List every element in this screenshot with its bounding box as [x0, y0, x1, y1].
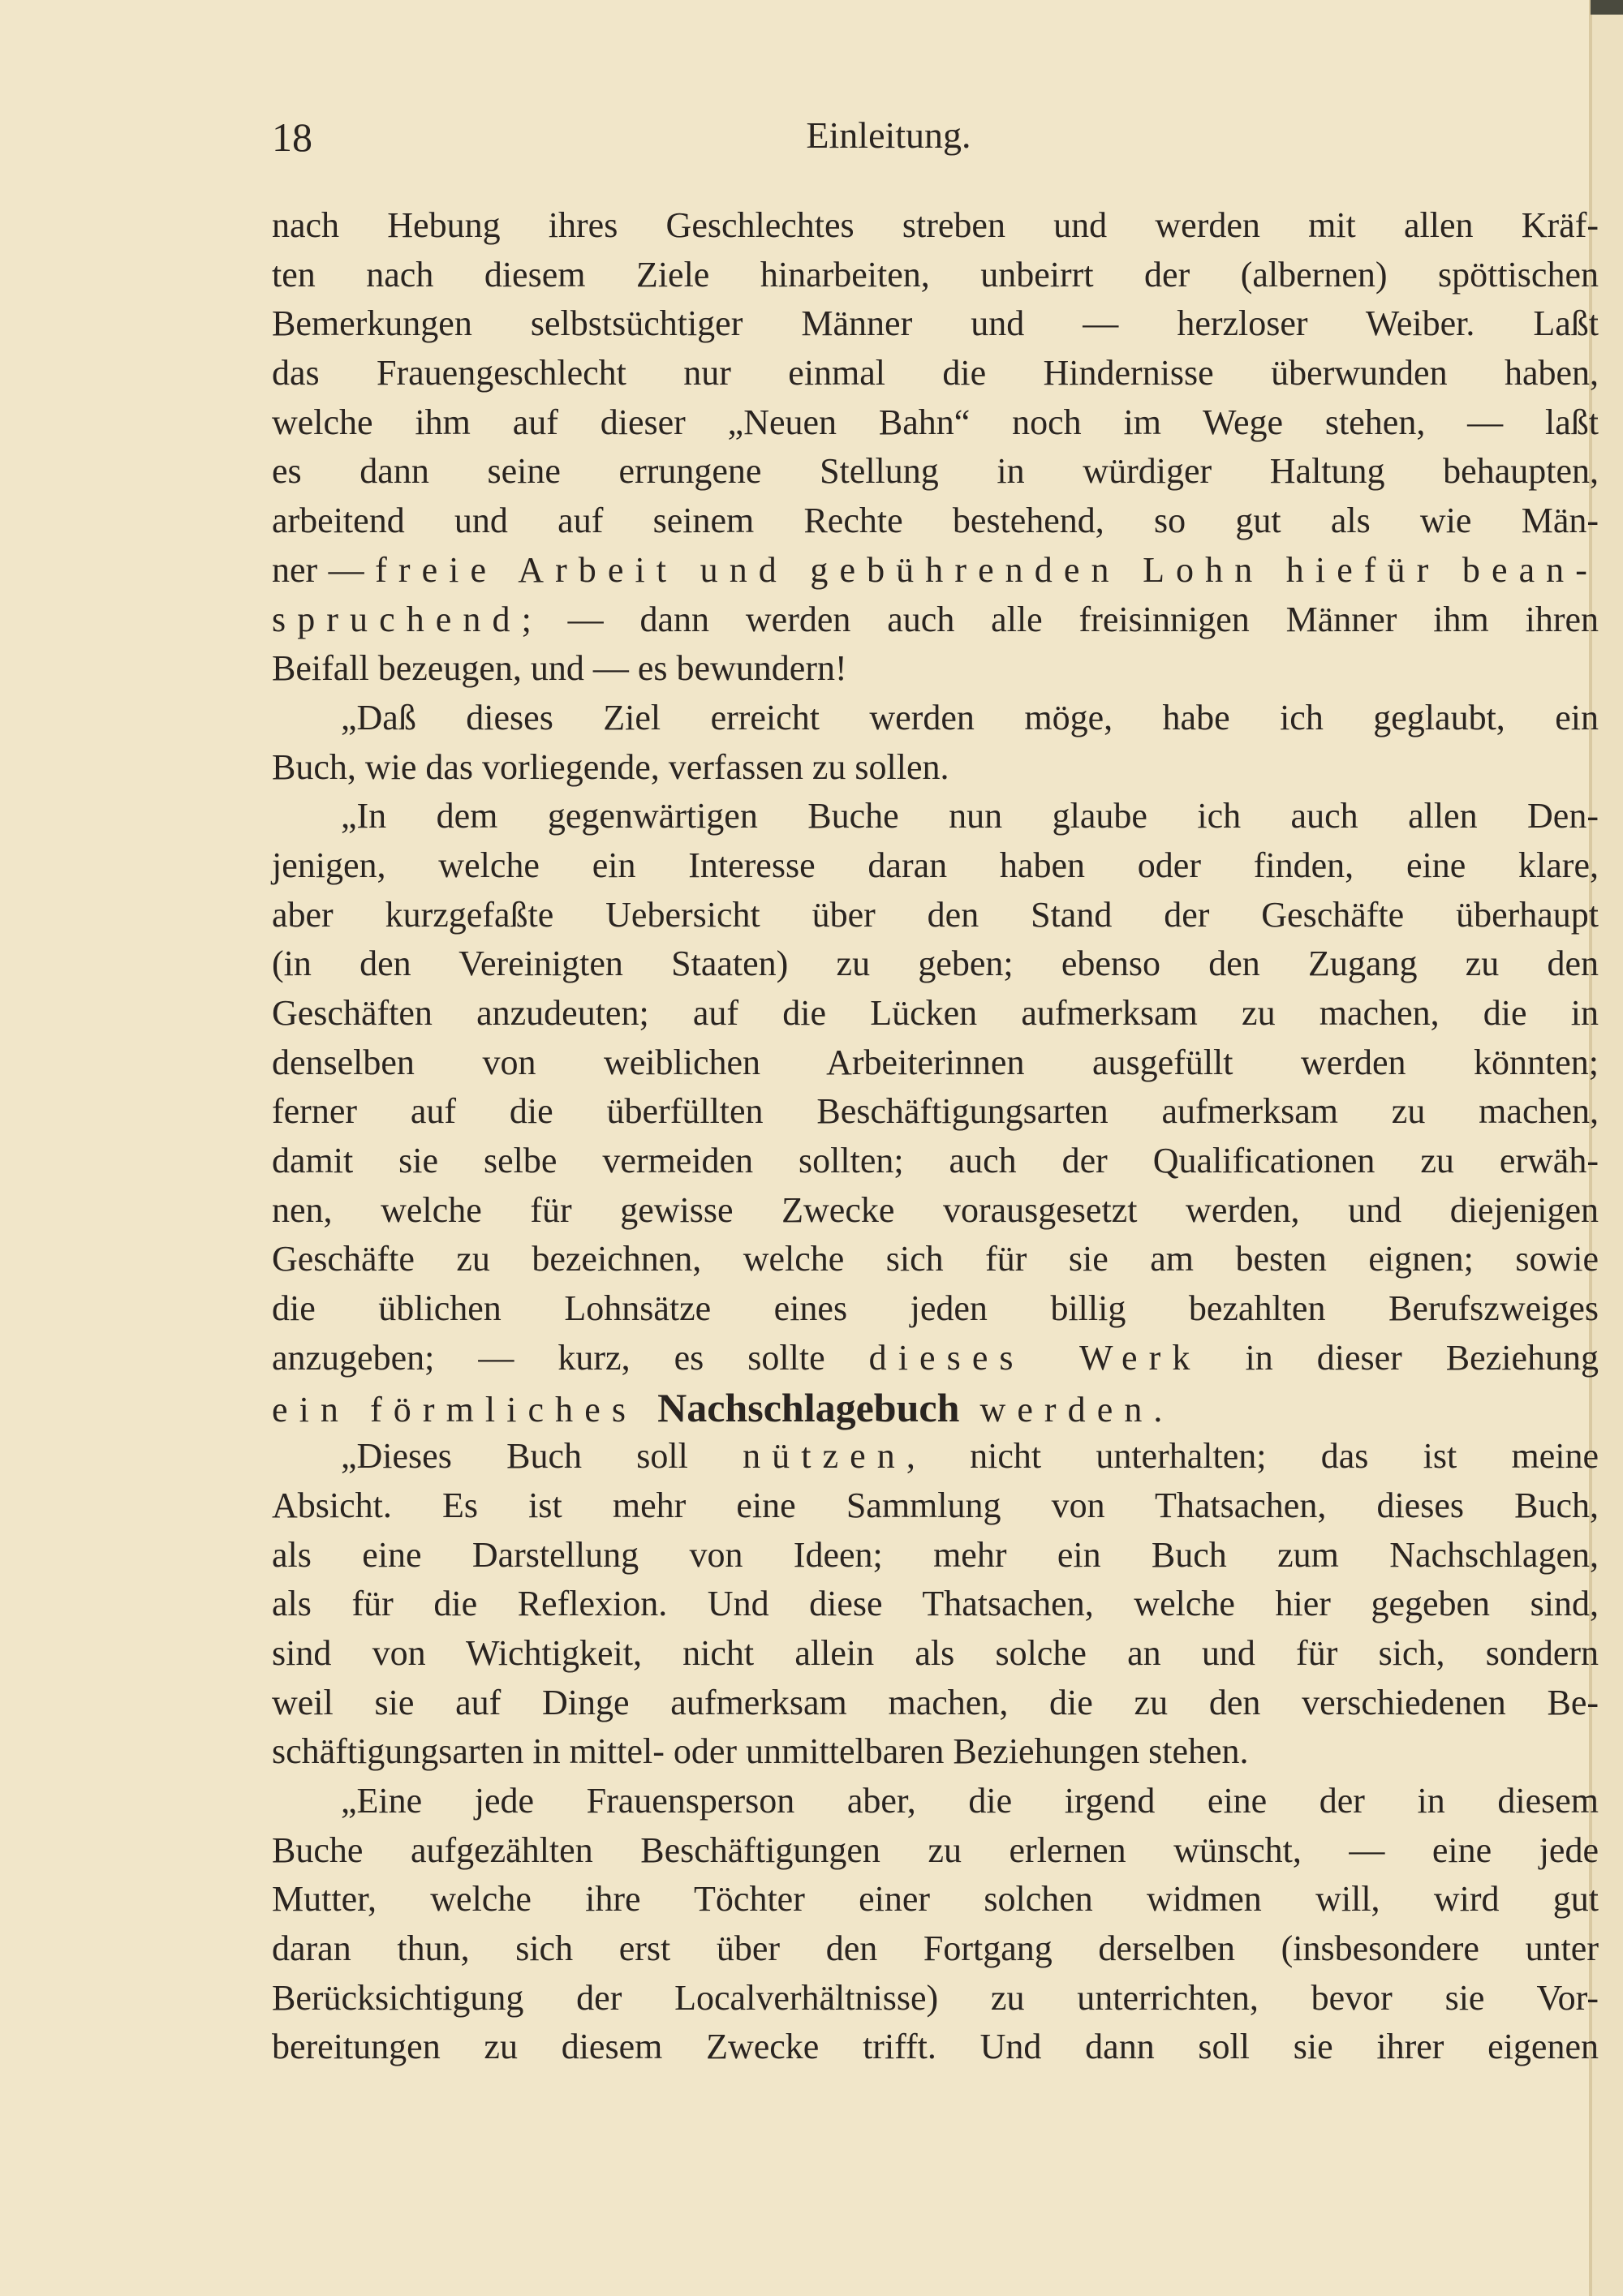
text-line	[272, 792, 1599, 841]
running-header	[0, 114, 1623, 157]
text-segment: „Daß dieses Ziel erreicht werden möge, habe ich geglaubt, ein	[341, 697, 1599, 737]
spaced-text: ein förmliches	[272, 1389, 658, 1430]
text-segment: ; — dann werden auch alle freisinnigen Männer ihm ihren	[521, 599, 1599, 639]
text-line	[272, 1432, 1599, 1481]
text-segment: es dann seine errungene Stellung in würdiger Haltung behaupten,	[272, 451, 1599, 492]
text-segment: Bemerkungen selbstsüchtiger Männer und — herzloser Weiber. Laßt	[272, 303, 1599, 344]
text-line	[272, 1924, 1599, 1974]
text-line	[272, 1679, 1599, 1728]
text-segment: jenigen, welche ein Interesse daran haben oder finden, eine klare,	[272, 845, 1599, 885]
text-segment: nach Hebung ihres Geschlechtes streben und werden mit allen Kräf-	[272, 205, 1599, 245]
text-segment: die üblichen Lohnsätze eines jeden billig bezahlten Berufszweiges	[272, 1288, 1599, 1329]
text-line	[272, 743, 1599, 793]
text-line	[272, 891, 1599, 940]
emphasized-word: Nachschlagebuch	[657, 1384, 960, 1430]
text-line	[272, 1334, 1599, 1383]
text-line	[272, 1383, 1599, 1433]
text-line	[272, 1087, 1599, 1137]
text-segment: Beifall bezeugen, und — es bewundern!	[272, 648, 847, 689]
text-line	[272, 398, 1599, 448]
text-segment: Buche aufgezählten Beschäftigungen zu erlernen wünscht, — eine jede	[272, 1829, 1599, 1870]
text-line	[272, 1875, 1599, 1924]
text-segment: Buch, wie das vorliegende, verfassen zu sollen.	[272, 746, 949, 787]
text-segment: in dieser Beziehung	[1201, 1337, 1599, 1378]
text-segment: anzugeben; — kurz, es sollte	[272, 1337, 869, 1378]
text-segment: „Dieses Buch soll	[341, 1436, 743, 1477]
text-segment: aber kurzgefaßte Uebersicht über den Stand der Geschäfte überhaupt	[272, 894, 1599, 935]
text-line	[272, 644, 1599, 694]
text-line	[272, 1629, 1599, 1679]
text-line	[272, 546, 1599, 595]
text-segment: ten nach diesem Ziele hinarbeiten, unbeirrt der (albernen) spöttischen	[272, 254, 1599, 295]
text-line	[272, 939, 1599, 989]
text-segment: denselben von weiblichen Arbeiterinnen ausgefüllt werden könnten;	[272, 1042, 1599, 1082]
text-segment: nen, welche für gewisse Zwecke vorausgesetzt werden, und diejenigen	[272, 1189, 1599, 1230]
text-segment: Absicht. Es ist mehr eine Sammlung von Thatsachen, dieses Buch,	[272, 1485, 1599, 1525]
text-line	[272, 1974, 1599, 2023]
text-line	[272, 2023, 1599, 2072]
text-segment: Berücksichtigung der Localverhältnisse) zu unterrichten, bevor sie Vor-	[272, 1977, 1599, 2018]
text-line	[272, 1531, 1599, 1580]
text-line	[272, 1580, 1599, 1629]
text-segment: daran thun, sich erst über den Fortgang derselben (insbesondere unter	[272, 1928, 1599, 1969]
text-line	[272, 1727, 1599, 1777]
text-line	[272, 1481, 1599, 1531]
text-segment: (in den Vereinigten Staaten) zu geben; ebenso den Zugang zu den	[272, 944, 1599, 984]
page-number: 18	[272, 114, 312, 160]
text-line	[272, 1137, 1599, 1186]
text-line	[272, 989, 1599, 1038]
text-line	[272, 841, 1599, 891]
text-segment: , nicht unterhalten; das ist meine	[906, 1436, 1599, 1477]
text-segment: bereitungen zu diesem Zwecke trifft. Und dann soll sie ihrer eigenen	[272, 2027, 1599, 2067]
text-line	[272, 595, 1599, 645]
spaced-text: dieses Werk	[868, 1337, 1202, 1378]
scan-corner	[1591, 0, 1623, 15]
text-segment: schäftigungsarten in mittel- oder unmittelbaren Beziehungen stehen.	[272, 1731, 1249, 1772]
text-segment: ferner auf die überfüllten Beschäftigungsarten aufmerksam zu machen,	[272, 1091, 1599, 1132]
text-segment: als eine Darstellung von Ideen; mehr ein Buch zum Nachschlagen,	[272, 1534, 1599, 1575]
text-segment: das Frauengeschlecht nur einmal die Hindernisse überwunden haben,	[272, 353, 1599, 393]
body-text	[272, 201, 1599, 2072]
text-segment: weil sie auf Dinge aufmerksam machen, die zu den verschiedenen Be-	[272, 1682, 1599, 1722]
spaced-text: nützen	[743, 1436, 906, 1477]
text-segment: welche ihm auf dieser „Neuen Bahn“ noch im Wege stehen, — laßt	[272, 402, 1599, 442]
text-line	[272, 1284, 1599, 1334]
text-line	[272, 1186, 1599, 1236]
text-line	[272, 1777, 1599, 1826]
text-segment: Geschäfte zu bezeichnen, welche sich für sie am besten eignen; sowie	[272, 1239, 1599, 1279]
text-line	[272, 349, 1599, 398]
text-line	[272, 251, 1599, 300]
text-line	[272, 497, 1599, 546]
text-line	[272, 1235, 1599, 1284]
text-segment: Geschäften anzudeuten; auf die Lücken aufmerksam zu machen, die in	[272, 993, 1599, 1033]
text-segment: Mutter, welche ihre Töchter einer solchen widmen will, wird gut	[272, 1879, 1599, 1920]
spaced-text: freie Arbeit und gebührenden Lohn hiefür bean-	[375, 549, 1599, 590]
text-segment: arbeitend und auf seinem Rechte bestehend, so gut als wie Män-	[272, 501, 1599, 541]
text-line	[272, 694, 1599, 743]
text-segment: als für die Reflexion. Und diese Thatsachen, welche hier gegeben sind,	[272, 1584, 1599, 1624]
text-line	[272, 447, 1599, 497]
text-segment: sind von Wichtigkeit, nicht allein als solche an und für sich, sondern	[272, 1632, 1599, 1673]
text-line	[272, 201, 1599, 251]
running-title: Einleitung.	[806, 114, 971, 156]
text-line	[272, 299, 1599, 349]
text-line	[272, 1038, 1599, 1088]
text-line	[272, 1826, 1599, 1876]
spaced-text: werden.	[959, 1389, 1174, 1430]
text-segment: „Eine jede Frauensperson aber, die irgend eine der in diesem	[341, 1781, 1599, 1821]
spaced-text: spruchend	[272, 599, 522, 639]
text-segment: ner —	[272, 549, 376, 590]
text-segment: damit sie selbe vermeiden sollten; auch der Qualificationen zu erwäh-	[272, 1141, 1599, 1181]
text-segment: „In dem gegenwärtigen Buche nun glaube ich auch allen Den-	[341, 796, 1599, 836]
